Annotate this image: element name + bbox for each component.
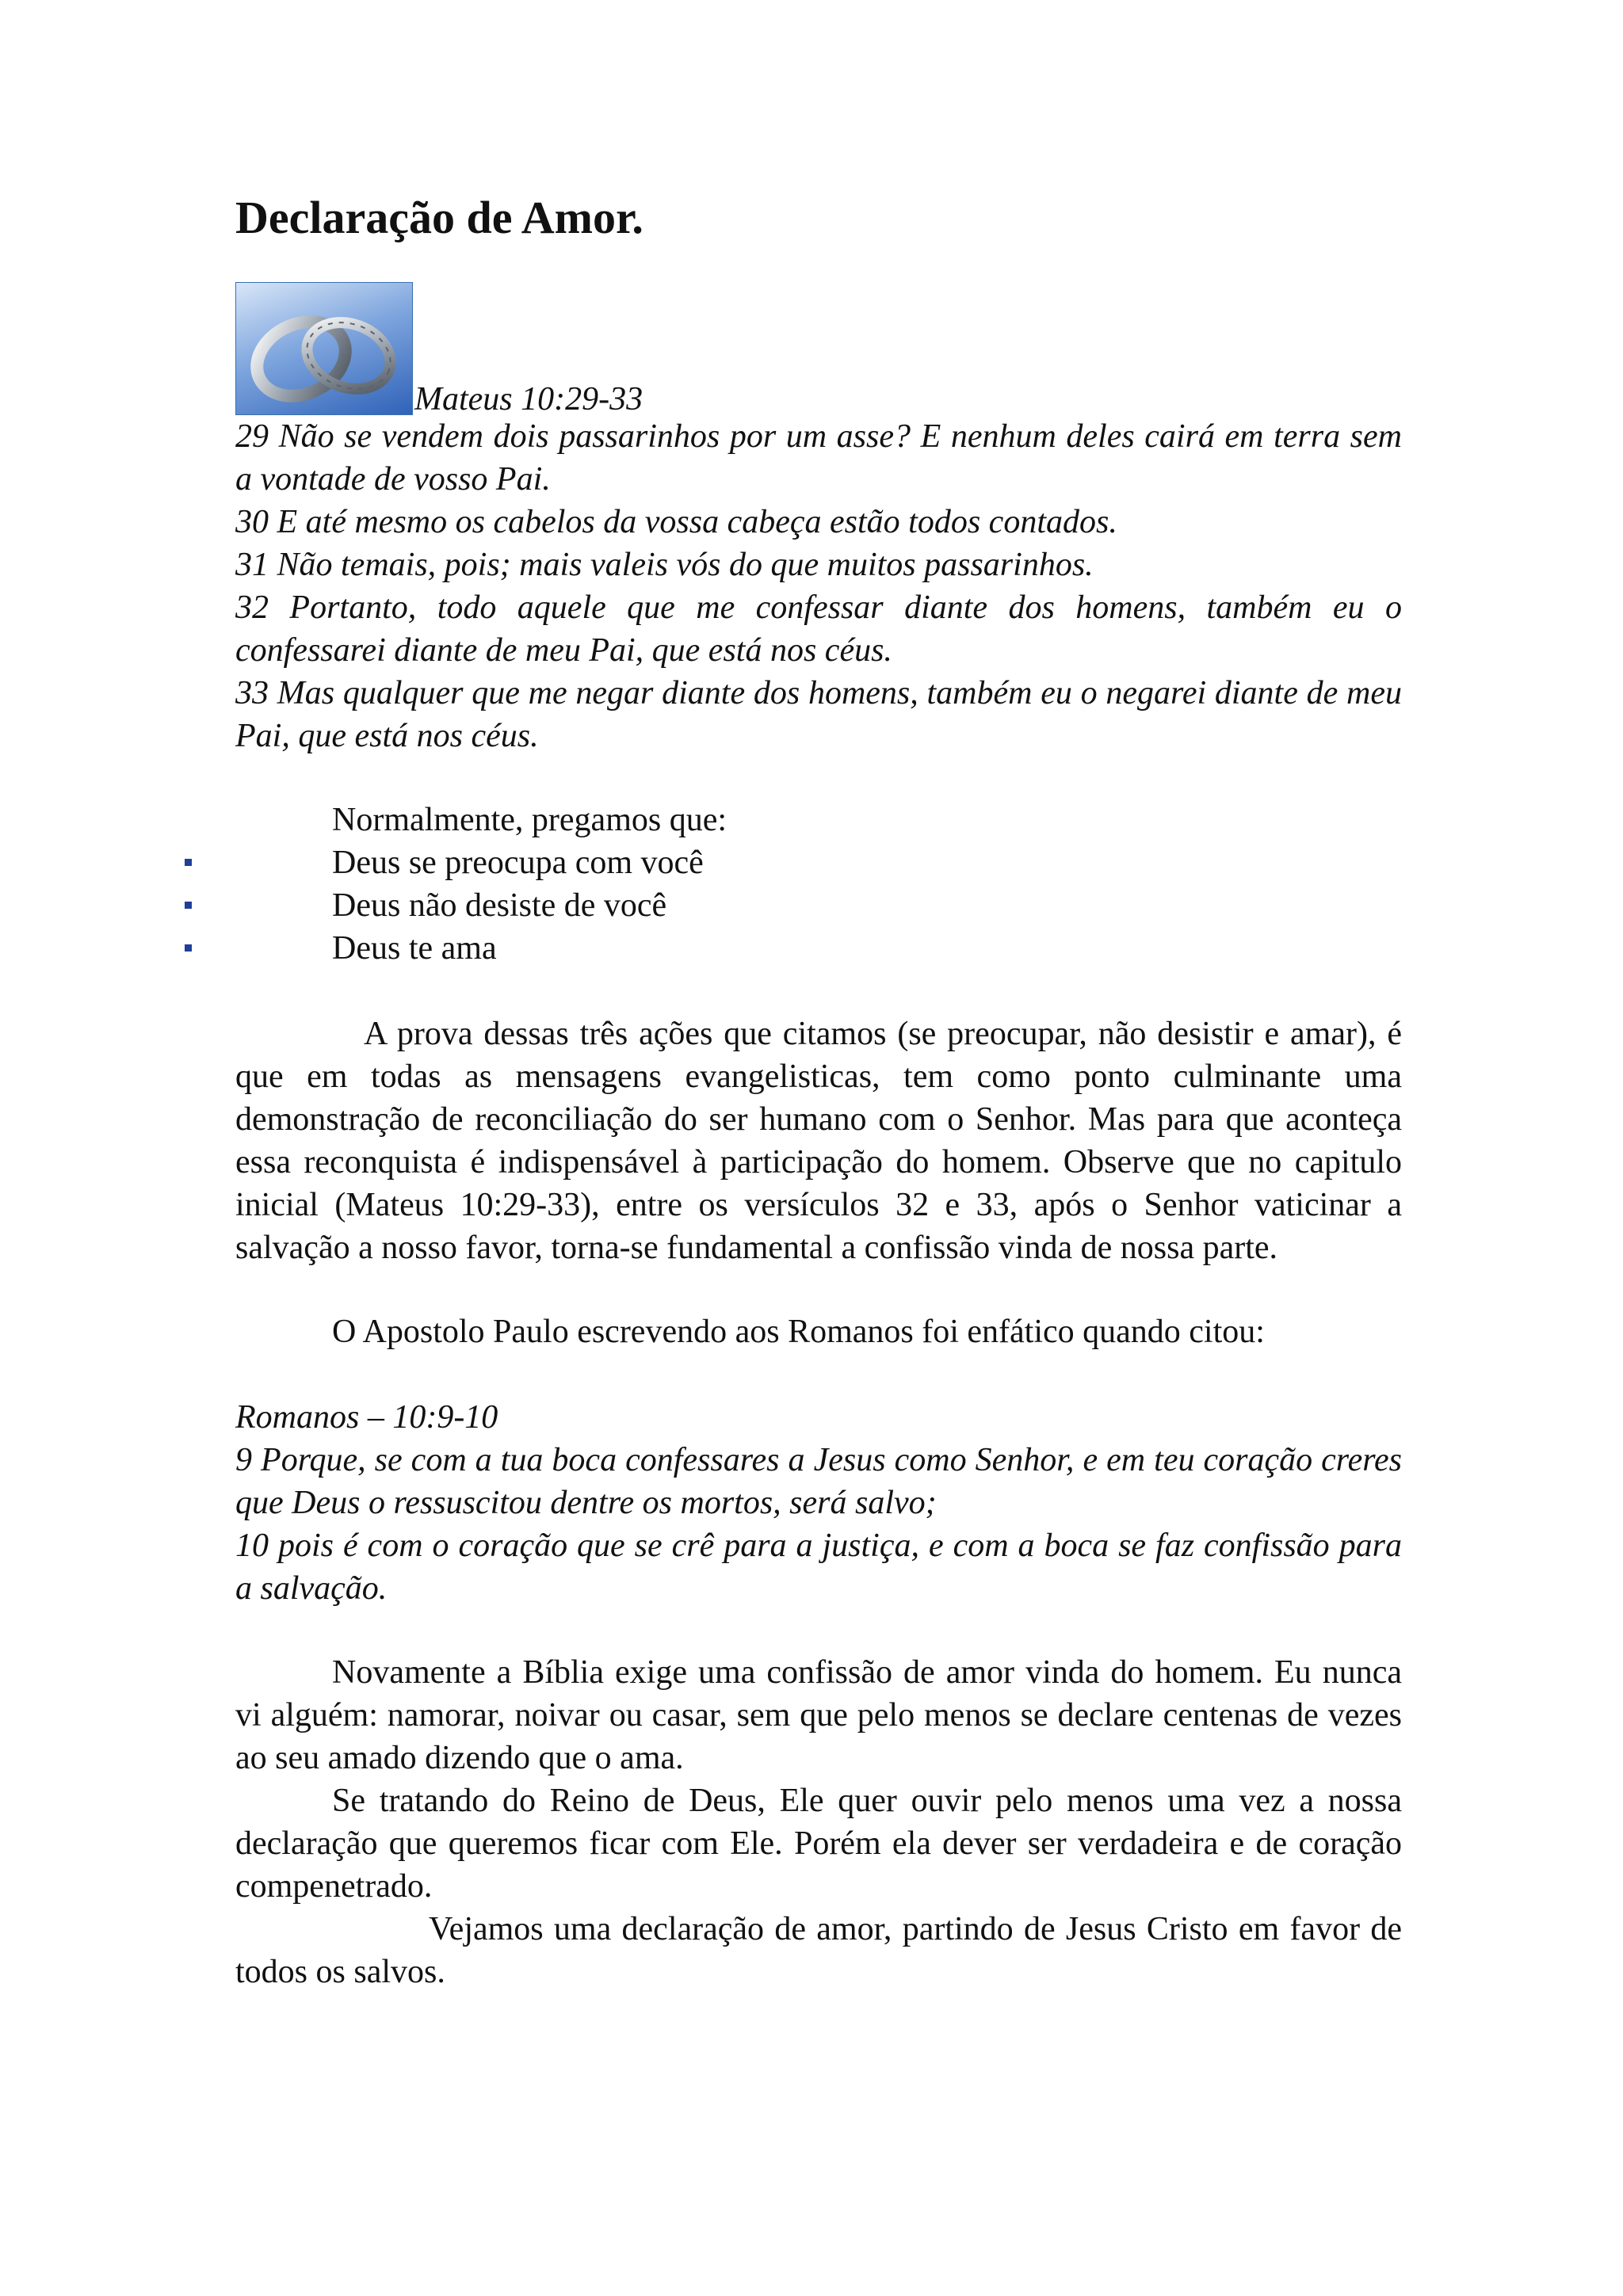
document-title: Declaração de Amor.	[235, 192, 643, 243]
intro-text: Normalmente, pregamos que:	[332, 802, 727, 838]
verse-31: 31 Não temais, pois; mais valeis vós do que muitos passarinhos.	[235, 547, 1094, 583]
paragraph-confession: Novamente a Bíblia exige uma confissão de amor vinda do homem. Eu nunca vi alguém: namorar, noivar ou casar, sem que pelo menos se declare centenas de vezes ao seu amado dizendo que o ama.	[235, 1654, 1402, 1776]
paragraph-proof: A prova dessas três ações que citamos (se preocupar, não desistir e amar), é que em todas as mensagens evangelisticas, tem como ponto culminante uma demonstração de reconciliação do ser humano com o Senhor. Mas para que aconteça essa reconquista é indispensável à participação do homem. Observe que no capitulo inicial (Mateus 10:29-33), entre os versículos 32 e 33, após o Senhor vaticinar a salvação a nosso favor, torna-se fundamental a confissão vinda de nossa parte.	[235, 1016, 1402, 1266]
list-item: Deus te ama	[235, 927, 1402, 970]
matthew-reference-line	[235, 280, 1402, 418]
paragraph-apostle: O Apostolo Paulo escrevendo aos Romanos foi enfático quando citou:	[332, 1314, 1265, 1350]
list-item: Deus se preocupa com você	[235, 841, 1402, 884]
rings-icon	[236, 283, 413, 415]
matthew-verses	[235, 415, 1402, 757]
verse-9: 9 Porque, se com a tua boca confessares a Jesus como Senhor, e em teu coração creres que Deus o ressuscitou dentre os mortos, será salvo;	[235, 1442, 1402, 1521]
verse-29: 29 Não se vendem dois passarinhos por um asse? E nenhum deles cairá em terra sem a vontade de vosso Pai.	[235, 418, 1402, 498]
romans-reference: Romanos – 10:9-10	[235, 1399, 498, 1436]
square-bullet-icon	[185, 944, 192, 952]
document-page	[235, 190, 1402, 1993]
square-bullet-icon	[185, 902, 192, 909]
paragraph-declaration: Vejamos uma declaração de amor, partindo de Jesus Cristo em favor de todos os salvos.	[235, 1911, 1402, 1990]
wedding-rings-image	[235, 282, 413, 415]
bullet-list	[235, 841, 1402, 970]
square-bullet-icon	[185, 859, 192, 866]
romans-verses	[235, 1439, 1402, 1610]
matthew-reference: Mateus 10:29-33	[414, 381, 643, 418]
paragraph-kingdom: Se tratando do Reino de Deus, Ele quer ouvir pelo menos uma vez a nossa declaração que queremos ficar com Ele. Porém ela dever ser verdadeira e de coração compenetrado.	[235, 1783, 1402, 1905]
verse-30: 30 E até mesmo os cabelos da vossa cabeça estão todos contados.	[235, 504, 1117, 540]
list-item: Deus não desiste de você	[235, 884, 1402, 927]
verse-33: 33 Mas qualquer que me negar diante dos homens, também eu o negarei diante de meu Pai, que está nos céus.	[235, 675, 1402, 754]
verse-32: 32 Portanto, todo aquele que me confessar diante dos homens, também eu o confessarei diante de meu Pai, que está nos céus.	[235, 589, 1402, 669]
verse-10: 10 pois é com o coração que se crê para a justiça, e com a boca se faz confissão para a salvação.	[235, 1527, 1402, 1607]
